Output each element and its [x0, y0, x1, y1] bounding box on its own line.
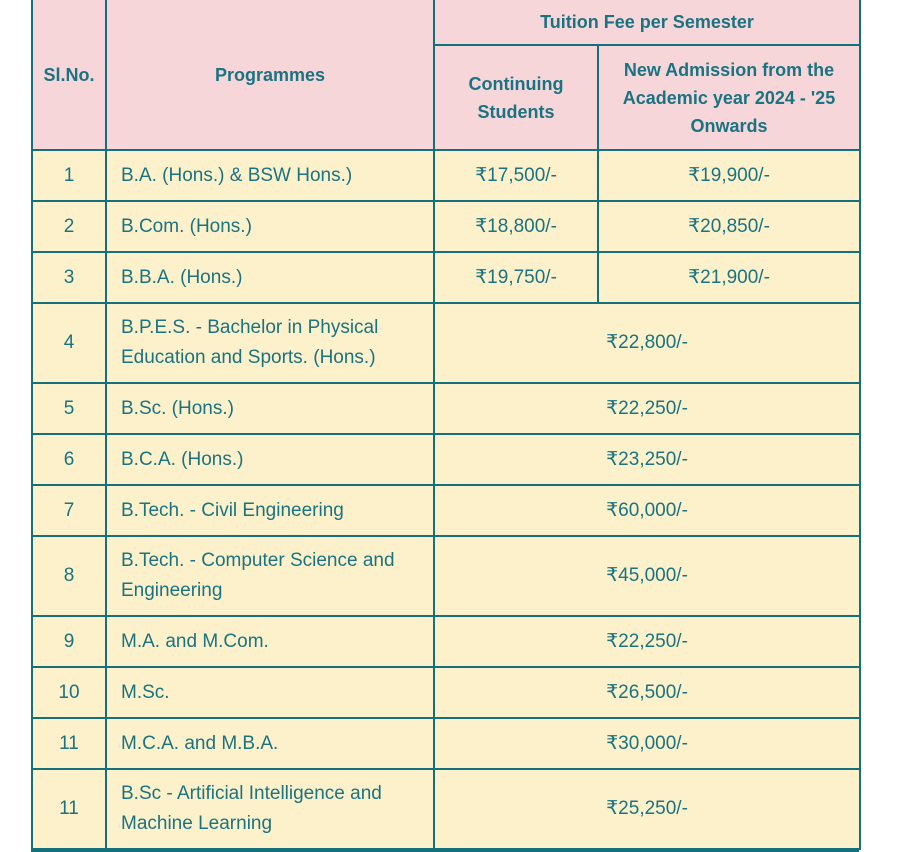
row-fee-new-admission: ₹19,900/-	[598, 150, 860, 201]
row-programme: B.Com. (Hons.)	[106, 201, 434, 252]
row-programme: M.C.A. and M.B.A.	[106, 718, 434, 769]
table-row	[32, 667, 860, 718]
row-fee-merged: ₹22,250/-	[434, 383, 860, 434]
row-sl-no: 9	[32, 616, 106, 667]
table-row	[32, 252, 860, 303]
row-programme: B.Tech. - Civil Engineering	[106, 485, 434, 536]
row-sl-no: 2	[32, 201, 106, 252]
table-row	[32, 150, 860, 201]
row-sl-no: 3	[32, 252, 106, 303]
row-programme: B.A. (Hons.) & BSW Hons.)	[106, 150, 434, 201]
row-fee-merged: ₹26,500/-	[434, 667, 860, 718]
row-fee-new-admission: ₹21,900/-	[598, 252, 860, 303]
table-row	[32, 536, 860, 616]
row-fee-merged: ₹25,250/-	[434, 769, 860, 849]
row-sl-no: 4	[32, 303, 106, 383]
table-row	[32, 201, 860, 252]
row-sl-no: 1	[32, 150, 106, 201]
row-programme: B.Tech. - Computer Science and Engineering	[106, 536, 434, 616]
row-fee-continuing: ₹17,500/-	[434, 150, 598, 201]
table-row	[32, 769, 860, 849]
col-header-new-admission: New Admission from the Academic year 2024 - '25 Onwards	[598, 45, 860, 150]
header-row-top	[32, 0, 860, 45]
row-programme: B.C.A. (Hons.)	[106, 434, 434, 485]
table-row	[32, 616, 860, 667]
row-programme: B.P.E.S. - Bachelor in Physical Education and Sports. (Hons.)	[106, 303, 434, 383]
row-programme: M.Sc.	[106, 667, 434, 718]
row-sl-no: 11	[32, 718, 106, 769]
tuition-fee-table	[31, 0, 861, 850]
table-row	[32, 383, 860, 434]
row-sl-no: 7	[32, 485, 106, 536]
table-row	[32, 434, 860, 485]
col-header-programmes: Programmes	[106, 0, 434, 150]
table-row	[32, 303, 860, 383]
col-header-sl-no: Sl.No.	[32, 0, 106, 150]
next-row-top-border	[31, 848, 859, 852]
row-sl-no: 10	[32, 667, 106, 718]
row-programme: B.Sc. (Hons.)	[106, 383, 434, 434]
col-header-fee-group: Tuition Fee per Semester	[434, 0, 860, 45]
row-programme: M.A. and M.Com.	[106, 616, 434, 667]
col-header-continuing-students: Continuing Students	[434, 45, 598, 150]
row-fee-merged: ₹23,250/-	[434, 434, 860, 485]
row-fee-continuing: ₹19,750/-	[434, 252, 598, 303]
row-fee-merged: ₹45,000/-	[434, 536, 860, 616]
row-sl-no: 6	[32, 434, 106, 485]
row-fee-continuing: ₹18,800/-	[434, 201, 598, 252]
row-programme: B.Sc - Artificial Intelligence and Machine Learning	[106, 769, 434, 849]
row-programme: B.B.A. (Hons.)	[106, 252, 434, 303]
row-sl-no: 5	[32, 383, 106, 434]
row-sl-no: 11	[32, 769, 106, 849]
row-sl-no: 8	[32, 536, 106, 616]
row-fee-merged: ₹22,250/-	[434, 616, 860, 667]
table-row	[32, 718, 860, 769]
row-fee-merged: ₹22,800/-	[434, 303, 860, 383]
tuition-fee-table-wrapper	[31, 0, 859, 850]
row-fee-merged: ₹30,000/-	[434, 718, 860, 769]
row-fee-new-admission: ₹20,850/-	[598, 201, 860, 252]
fee-table-body	[32, 150, 860, 849]
row-fee-merged: ₹60,000/-	[434, 485, 860, 536]
fee-table-header	[32, 0, 860, 150]
table-row	[32, 485, 860, 536]
